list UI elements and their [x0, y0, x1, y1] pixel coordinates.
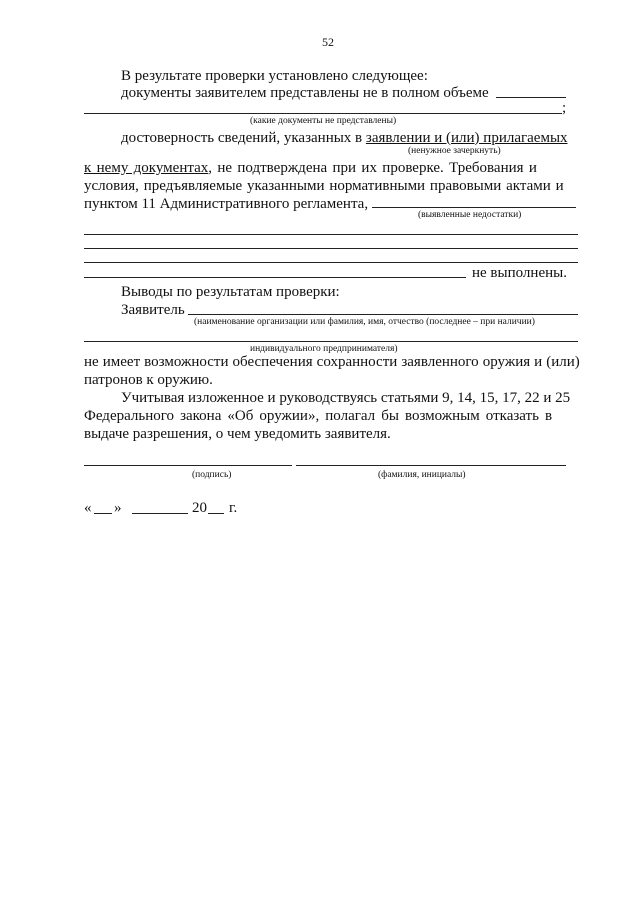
applicant-hint-2: индивидуального предпринимателя) [250, 344, 398, 354]
blank-line-1 [84, 234, 578, 235]
date-close-quote: » [114, 500, 122, 516]
applicant-line [188, 314, 578, 315]
blank-line-4 [84, 277, 466, 278]
reliability-line-1 [121, 129, 568, 147]
no-possibility-line-2: патронов к оружию. [84, 372, 213, 388]
reliability-prefix: достоверность сведений, указанных в [121, 130, 363, 146]
applicant-hint-1: (наименование организации или фамилия, имя, отчество (последнее – при наличии) [194, 317, 535, 327]
date-day-line [94, 513, 112, 514]
date-month-line [132, 513, 188, 514]
applicant-line-2 [84, 341, 578, 342]
not-fulfilled: не выполнены. [472, 265, 567, 281]
decision-line-3: выдаче разрешения, о чем уведомить заявителя. [84, 426, 391, 442]
name-line [296, 465, 566, 466]
reliability-underlined-1: заявлении и (или) прилагаемых [365, 130, 568, 146]
name-hint: (фамилия, инициалы) [378, 470, 466, 480]
decision-line-2: Федерального закона «Об оружии», полагал бы возможным отказать в [84, 408, 553, 424]
docs-missing-line [84, 113, 562, 114]
reliability-line-4: пунктом 11 Административного регламента, [84, 196, 369, 212]
strike-hint: (ненужное зачеркнуть) [408, 146, 501, 156]
reliability-underlined-2: к нему документах [84, 160, 209, 176]
date-open-quote: « [84, 500, 92, 516]
blank-line-2 [84, 248, 578, 249]
date-year-prefix: 20 [192, 500, 207, 516]
signature-line [84, 465, 292, 466]
decision-line-1: Учитывая изложенное и руководствуясь статьями 9, 14, 15, 17, 22 и 25 [121, 390, 571, 406]
conclusions-heading: Выводы по результатам проверки: [121, 284, 340, 300]
reliability-line-3: условия, предъявляемые указанными нормативными правовыми актами и [84, 178, 564, 194]
blank-line-3 [84, 262, 578, 263]
applicant-label: Заявитель [121, 302, 185, 318]
date-year-line [208, 513, 224, 514]
reliability-rest-1: , не подтверждена при их проверке. Требования и [208, 160, 537, 176]
signature-hint: (подпись) [192, 470, 232, 480]
docs-incomplete-text: документы заявителем представлены не в полном объеме [121, 85, 489, 101]
docs-incomplete-line [496, 97, 566, 98]
shortcomings-line [372, 207, 576, 208]
semicolon: ; [562, 100, 567, 116]
docs-hint: (какие документы не представлены) [250, 116, 397, 126]
intro-line: В результате проверки установлено следующее: [121, 68, 428, 84]
reliability-line-2 [84, 159, 578, 177]
shortcomings-hint: (выявленные недостатки) [418, 210, 522, 220]
no-possibility-line-1: не имеет возможности обеспечения сохранности заявленного оружия и (или) [84, 354, 580, 370]
page-number: 52 [322, 35, 334, 49]
date-suffix: г. [229, 500, 238, 516]
